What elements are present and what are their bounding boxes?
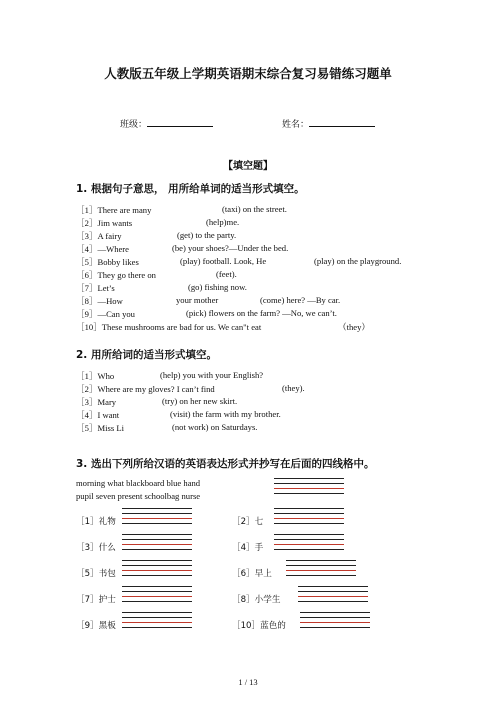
item-text: (help)me. [206,217,240,227]
class-blank[interactable] [147,117,213,127]
q1-item-10 [76,321,370,333]
class-field [120,117,213,130]
q3-heading: 3. 选出下列所给汉语的英语表达形式并抄写在后面的四线格中。 [76,458,375,470]
q1-item-6 [76,269,237,281]
four-line-grid-4[interactable] [274,534,344,551]
q3-label-9: ［9］黑板 [76,621,116,631]
q3-label-10: ［10］蓝色的 [232,621,286,631]
item-text: (not work) on Saturdays. [172,422,258,432]
item-text: (they). [282,383,305,393]
item-text: ［2］Where are my gloves? I can’t find [76,384,215,394]
item-text: ［6］They go there on [76,270,156,280]
item-text: ［1］Who [76,371,115,381]
name-blank[interactable] [309,117,375,127]
q2-item-3 [76,396,238,408]
item-text: (pick) flowers on the farm? —No, we can’t. [186,308,337,318]
four-line-grid-8[interactable] [298,586,368,603]
page-number: 1 / 13 [238,677,258,687]
item-text: ［10］These mushrooms are bad for us. We can"t eat [76,322,262,332]
item-text: ［5］Miss Li [76,423,124,433]
q1-heading: 1. 根据句子意思， 用所给单词的适当形式填空。 [76,183,305,195]
item-text: (get) to the party. [177,230,237,240]
q1-item-8 [76,295,341,307]
q2-heading: 2. 用所给词的适当形式填空。 [76,349,217,361]
item-text: (come) here? —By car. [260,295,341,305]
four-line-grid-7[interactable] [122,586,192,603]
four-line-grid-5[interactable] [122,560,192,577]
item-text: (play) on the playground. [314,256,402,266]
item-text: (feet). [216,269,237,279]
q2-item-1 [76,370,264,382]
four-line-grid-1[interactable] [122,508,192,525]
four-line-grid-9[interactable] [122,612,192,629]
item-text: ［8］—How [76,296,123,306]
item-text: your mother [176,295,219,305]
q1-item-5 [76,256,402,268]
item-text: ［9］—Can you [76,309,135,319]
q3-label-5: ［5］书包 [76,569,116,579]
item-text: (visit) the farm with my brother. [170,409,281,419]
q3-label-7: ［7］护士 [76,595,116,605]
four-line-grid-6[interactable] [286,560,356,577]
q3-label-1: ［1］礼物 [76,517,116,527]
q1-item-2 [76,217,240,229]
item-text: (be) your shoes?—Under the bed. [172,243,289,253]
four-line-grid-10[interactable] [300,612,370,629]
item-text: ［5］Bobby likes [76,257,139,267]
q3-label-2: ［2］七 [232,517,264,527]
name-label: 姓名： [282,120,310,130]
section-heading: 【填空题】 [223,161,273,172]
word-list-line-1: morning what blackboard blue hand [76,478,201,488]
class-label: 班级： [120,120,148,130]
q3-label-6: ［6］早上 [232,569,272,579]
item-text: ［2］Jim wants [76,218,133,228]
item-text: ［4］—Where [76,244,129,254]
q3-label-3: ［3］什么 [76,543,116,553]
item-text: (taxi) on the street. [222,204,287,214]
q1-item-1 [76,204,287,216]
four-line-grid-2b[interactable] [274,508,344,525]
q1-item-9 [76,308,337,320]
q3-label-4: ［4］手 [232,543,264,553]
q3-label-8: ［8］小学生 [232,595,281,605]
q2-item-4 [76,409,281,421]
name-field [282,117,375,130]
item-text: ［3］Mary [76,397,117,407]
word-list-line-2: pupil seven present schoolbag nurse [76,491,201,501]
q1-item-7 [76,282,247,294]
item-text: (try) on her new skirt. [162,396,238,406]
q1-item-4 [76,243,289,255]
item-text: (go) fishing now. [188,282,247,292]
item-text: (help) you with your English? [160,370,264,380]
item-text: （they） [338,322,370,332]
item-text: ［1］There are many [76,205,152,215]
item-text: ［4］I want [76,410,120,420]
item-text: (play) football. Look, He [180,256,267,266]
q2-item-2 [76,383,305,395]
q2-item-5 [76,422,258,434]
q1-item-3 [76,230,237,242]
item-text: ［7］Let’s [76,283,115,293]
four-line-grid-3[interactable] [122,534,192,551]
item-text: ［3］A fairy [76,231,122,241]
page-title: 人教版五年级上学期英语期末综合复习易错练习题单 [104,66,392,81]
four-line-grid-2[interactable] [274,478,344,495]
